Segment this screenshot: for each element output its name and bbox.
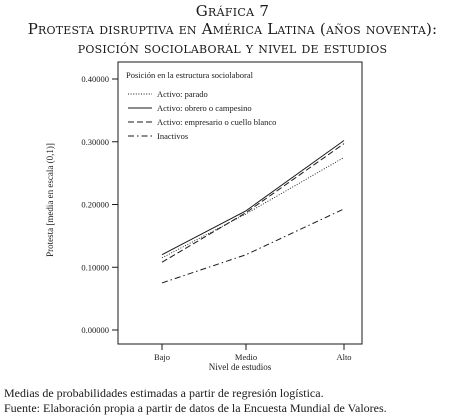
series-line-1 bbox=[162, 157, 344, 257]
line-chart bbox=[0, 60, 465, 382]
footnote-source: Fuente: Elaboración propia a partir de datos de la Encuesta Mundial de Valores. bbox=[4, 401, 387, 415]
figure-title-block bbox=[0, 2, 465, 58]
legend-label-2: Activo: obrero o campesino bbox=[157, 103, 252, 113]
x-tick-label: Medio bbox=[234, 352, 258, 362]
y-axis bbox=[81, 74, 118, 335]
figure-title-line1: Protesta disruptiva en América Latina (años noventa): bbox=[27, 20, 438, 38]
legend-title: Posición en la estructura sociolaboral bbox=[126, 70, 253, 80]
x-axis bbox=[154, 344, 352, 362]
legend bbox=[126, 70, 276, 141]
figure-title-line2: posición sociolaboral y nivel de estudios bbox=[77, 39, 388, 57]
y-tick-label: 0.10000 bbox=[81, 262, 109, 273]
y-tick-label: 0.30000 bbox=[81, 136, 109, 147]
x-axis-label: Nivel de estudios bbox=[208, 362, 272, 372]
series-lines bbox=[162, 140, 344, 282]
legend-label-3: Activo: empresario o cuello blanco bbox=[157, 117, 277, 127]
legend-label-4: Inactivos bbox=[157, 131, 189, 141]
series-line-3 bbox=[162, 144, 344, 263]
y-tick-label: 0.00000 bbox=[81, 325, 109, 335]
y-tick-label: 0.40000 bbox=[81, 74, 109, 84]
x-tick-label: Alto bbox=[336, 352, 352, 362]
series-line-2 bbox=[162, 140, 344, 254]
x-tick-label: Bajo bbox=[153, 352, 171, 362]
y-tick-label: 0.20000 bbox=[81, 199, 109, 210]
legend-label-1: Activo: parado bbox=[157, 89, 208, 99]
y-axis-label: Protesta [media en escala (0,1)] bbox=[45, 143, 55, 257]
figure-label: Gráfica 7 bbox=[195, 2, 270, 20]
footnote-method: Medias de probabilidades estimadas a partir de regresión logística. bbox=[4, 386, 324, 400]
